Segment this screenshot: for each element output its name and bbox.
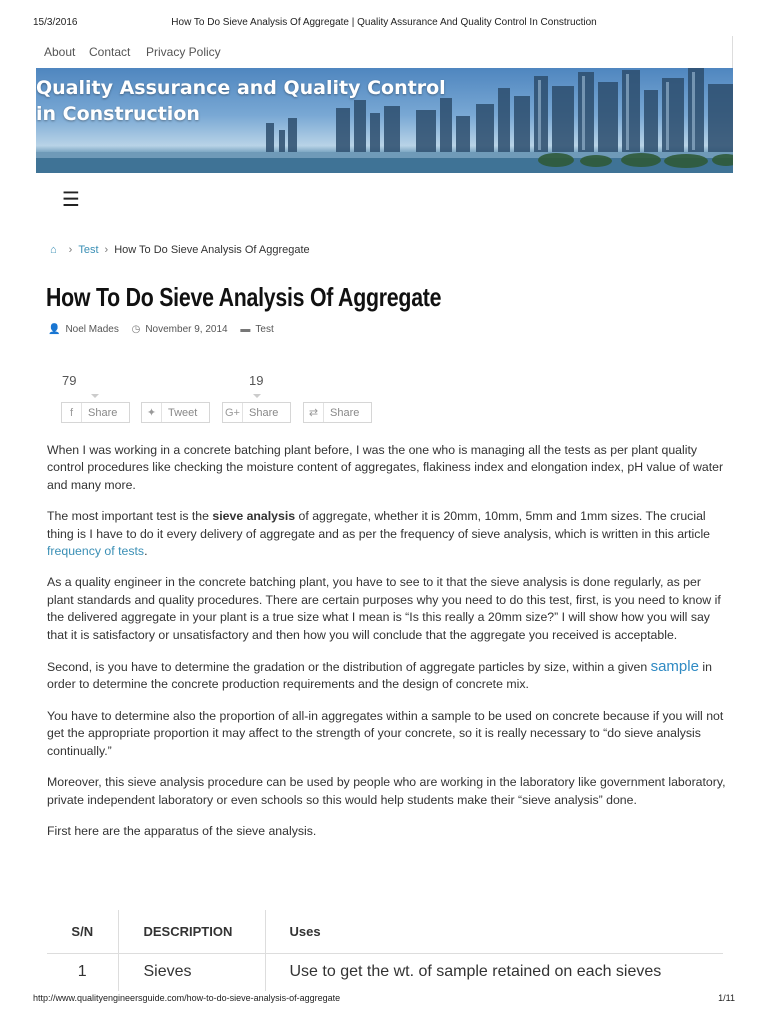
cell-sn: 1	[47, 953, 118, 991]
site-title-line-2: in Construction	[36, 103, 200, 125]
post-date: November 9, 2014	[145, 324, 228, 335]
post-meta	[48, 324, 284, 335]
post-category[interactable]: Test	[255, 324, 274, 335]
generic-share-button[interactable]: ⇄ Share	[303, 402, 372, 423]
post-title: How To Do Sieve Analysis Of Aggregate	[46, 282, 442, 312]
paragraph-5: You have to determine also the proportion of all-in aggregates within a sample to be used on concrete because if you will not get the appropriate proportion it may affect to the strength of your concrete, so it is really necessary to “do sieve analysis continually.”	[47, 708, 724, 758]
column-header-description: DESCRIPTION	[118, 910, 265, 953]
column-header-uses: Uses	[265, 910, 723, 953]
breadcrumb	[50, 244, 310, 256]
print-page-number: 1/11	[718, 993, 735, 1003]
twitter-tweet-button[interactable]: ✦ Tweet	[141, 402, 210, 423]
googleplus-share-button[interactable]: G+ Share	[222, 402, 291, 423]
column-header-sn: S/N	[47, 910, 118, 953]
paragraph-1: When I was working in a concrete batching plant before, I was the one who is managing all the tests as per plant quality control procedures like checking the moisture content of aggregates, flakiness index and elongation index, pH value of water and many more.	[47, 443, 724, 492]
site-title-line-1: Quality Assurance and Quality Control	[36, 77, 446, 99]
twitter-icon: ✦	[142, 403, 162, 422]
link-sample[interactable]: sample	[650, 658, 699, 676]
facebook-icon: f	[62, 403, 82, 422]
cell-uses: Use to get the wt. of sample retained on each sieves	[289, 963, 662, 981]
nav-link-about[interactable]: About	[44, 45, 76, 59]
chevron-right-icon: ›	[104, 244, 109, 257]
folder-icon: ▬	[240, 324, 251, 335]
table-header-row	[47, 910, 723, 953]
facebook-share-count: 79	[62, 373, 77, 388]
googleplus-share-count: 19	[249, 373, 264, 388]
paragraph-4: Second, is you have to determine the gradation or the distribution of aggregate particles by size, within a given sample in order to determine the concrete production requirements and the design of concrete mix.	[47, 658, 712, 692]
print-date: 15/3/2016	[33, 17, 78, 28]
article-body	[47, 442, 727, 854]
hamburger-menu-icon[interactable]: ☰	[62, 189, 80, 211]
top-navigation	[36, 36, 733, 69]
print-url: http://www.qualityengineersguide.com/how-to-do-sieve-analysis-of-aggregate	[33, 993, 341, 1003]
cell-description: Sieves	[118, 953, 265, 991]
user-icon: 👤	[48, 324, 61, 335]
table-row	[47, 953, 723, 991]
clock-icon: ◷	[131, 324, 141, 335]
share-icon: ⇄	[304, 403, 324, 422]
paragraph-3: As a quality engineer in the concrete batching plant, you have to see to it that the sieve analysis is done regularly, as per plant standards and quality procedures. There are certain purposes why you need to do this test, first, is you need to know if the delivered aggregate in your plant is a true size what I mean is “Is this really a 20mm size?” I will show how you will say that it is satisfactory or unsatisfactory and then how you will conclude that the aggregate you received is acceptable.	[47, 575, 721, 642]
post-author[interactable]: Noel Mades	[65, 324, 119, 335]
bold-sieve-analysis: sieve analysis	[212, 509, 296, 524]
breadcrumb-current: How To Do Sieve Analysis Of Aggregate	[114, 244, 310, 257]
apparatus-table	[47, 910, 723, 991]
google-plus-icon: G+	[223, 403, 243, 422]
paragraph-7: First here are the apparatus of the sieve analysis.	[47, 823, 317, 838]
paragraph-6: Moreover, this sieve analysis procedure can be used by people who are working in the laboratory like government laboratory, private independent laboratory or even schools so this would help students make their “sieve analysis” done.	[47, 775, 726, 807]
print-document-title: How To Do Sieve Analysis Of Aggregate | Quality Assurance And Quality Control In Construction	[171, 17, 597, 28]
site-header-banner[interactable]	[36, 68, 733, 173]
paragraph-2: The most important test is the sieve analysis of aggregate, whether it is 20mm, 10mm, 5mm and 1mm sizes. The crucial thing is I have to do it every delivery of aggregate and as per the frequency of sieve analysis, which is written in this article frequency of tests.	[47, 509, 711, 559]
share-count-pointer	[253, 394, 261, 398]
nav-link-privacy-policy[interactable]: Privacy Policy	[146, 45, 221, 59]
nav-link-contact[interactable]: Contact	[89, 45, 131, 59]
print-header	[33, 17, 735, 31]
share-count-pointer	[91, 394, 99, 398]
link-frequency-of-tests[interactable]: frequency of tests	[47, 544, 145, 559]
facebook-share-button[interactable]: f Share	[61, 402, 130, 423]
chevron-right-icon: ›	[68, 244, 73, 257]
home-icon[interactable]: ⌂	[50, 244, 57, 257]
breadcrumb-link-test[interactable]: Test	[78, 244, 99, 257]
